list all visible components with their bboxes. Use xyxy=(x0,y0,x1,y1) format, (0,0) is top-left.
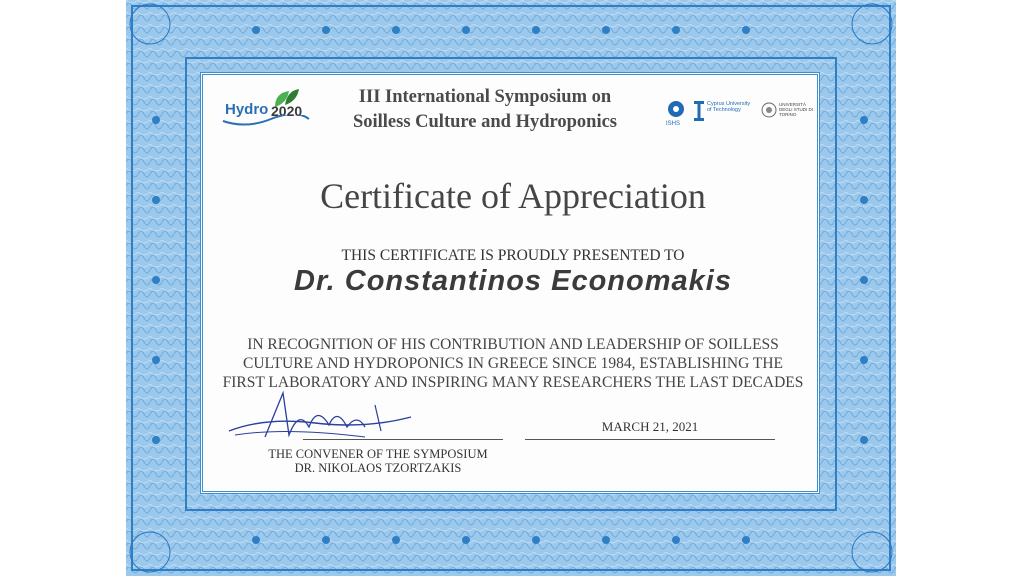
recognition-line-1: IN RECOGNITION OF HIS CONTRIBUTION AND LEADERSHIP OF SOILLESS xyxy=(247,336,779,353)
date-text: MARCH 21, 2021 xyxy=(601,419,699,434)
cyprus-label: Cyprus University of Technology xyxy=(707,101,751,113)
wave-icon xyxy=(221,115,311,127)
recipient-name: Dr. Constantinos Economakis xyxy=(294,265,732,297)
convener-role: THE CONVENER OF THE SYMPOSIUM xyxy=(268,447,488,461)
partner-logos xyxy=(665,99,817,131)
cyprus-logo-icon xyxy=(693,101,705,121)
symposium-line-1: III International Symposium on xyxy=(358,87,612,107)
signature-line xyxy=(303,439,503,440)
hydro2020-logo xyxy=(221,87,311,127)
convener-block xyxy=(243,447,513,475)
recognition-line-3: FIRST LABORATORY AND INSPIRING MANY RESEARCHERS THE LAST DECADES xyxy=(222,374,804,391)
hydro-logo-year: 2020 xyxy=(271,103,303,119)
certificate xyxy=(126,0,896,576)
recognition-text xyxy=(203,335,823,392)
handwritten-signature xyxy=(225,387,415,447)
symposium-line-2: Soilless Culture and Hydroponics xyxy=(352,112,618,132)
recognition-line-2: CULTURE AND HYDROPONICS IN GREECE SINCE 1984, ESTABLISHING THE xyxy=(243,355,783,372)
hydro-logo-text: Hydro xyxy=(225,101,269,118)
presented-to-text: THIS CERTIFICATE IS PROUDLY PRESENTED TO xyxy=(341,247,685,264)
certificate-title: Certificate of Appreciation xyxy=(320,176,706,216)
certificate-body xyxy=(200,72,820,494)
date-line xyxy=(525,439,775,440)
torino-label: UNIVERSITÀ DEGLI STUDI DI TORINO xyxy=(779,102,814,117)
ishs-label: ISHS xyxy=(666,121,681,127)
symposium-title xyxy=(315,85,655,135)
convener-name: DR. NIKOLAOS TZORTZAKIS xyxy=(294,461,462,475)
torino-seal-icon xyxy=(761,102,777,118)
